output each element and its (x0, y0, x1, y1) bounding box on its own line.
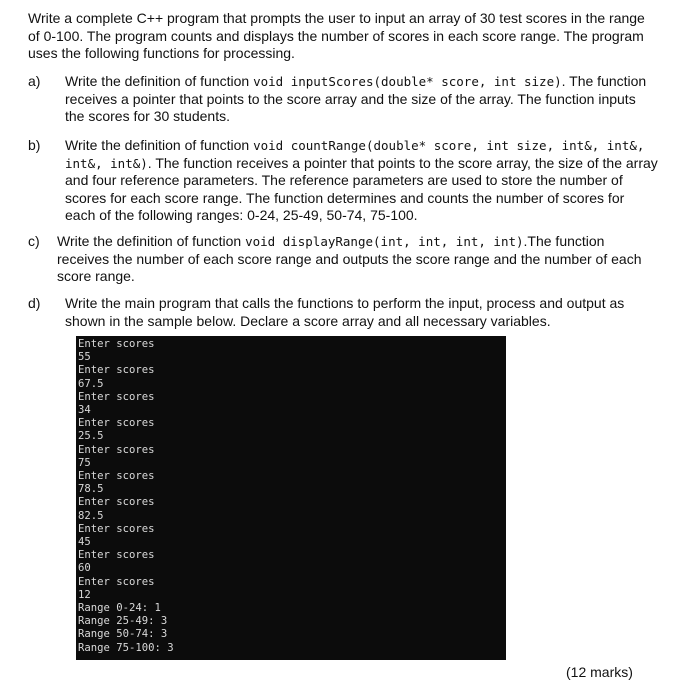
intro-paragraph: Write a complete C++ program that prompts the user to input an array of 30 test scores in the range of 0-100. The program counts and displays the number of scores in each score range. The program uses the following functions for processing. (28, 10, 645, 61)
console-line: Enter scores (78, 470, 155, 483)
item-letter: d) (28, 295, 41, 311)
console-line: 82.5 (78, 509, 104, 522)
console-line: Enter scores (78, 575, 155, 588)
item-text-post: . The function receives a pointer that points to the score array, the size of the array and four reference parameters. The reference parameters are used to store the number of scores for each score range. The function determines and counts the number of scores for each of the following ranges: 0-24, 25-49, 50-74, 75-100. (65, 154, 658, 223)
marks-label: (12 marks) (566, 664, 633, 680)
item-text-pre: Write the definition of function (65, 73, 254, 89)
console-line: Enter scores (78, 443, 155, 456)
question-item-c (28, 233, 658, 286)
item-text-pre: Write the main program that calls the functions to perform the input, process and output as shown in the sample below. Declare a score array and all necessary variables. (65, 295, 625, 329)
item-text-post: .The function receives the number of each score range and outputs the score range and the number of each score range. (57, 233, 642, 284)
item-text-pre: Write the definition of function (65, 137, 254, 153)
item-text-post: . The function receives a pointer that points to the score array and the size of the array. The function inputs the scores for 30 students. (65, 73, 647, 124)
console-line: 67.5 (78, 377, 104, 390)
item-text (65, 137, 658, 225)
function-signature: void countRange(double* score, int size, int&, int&, int&, int&) (65, 138, 645, 171)
item-text (65, 295, 658, 330)
item-text (65, 73, 658, 126)
console-output-screenshot (76, 336, 506, 660)
item-text-pre: Write the definition of function (57, 233, 246, 249)
question-item-b (28, 137, 658, 225)
console-line: Enter scores (78, 549, 155, 562)
console-line: 60 (78, 562, 91, 575)
console-line: Enter scores (78, 364, 155, 377)
console-line: Enter scores (78, 390, 155, 403)
item-letter: b) (28, 137, 41, 153)
item-letter: a) (28, 73, 41, 89)
item-text (57, 233, 658, 286)
function-signature: void inputScores(double* score, int size) (253, 74, 562, 89)
console-line: 78.5 (78, 483, 104, 496)
question-item-a (28, 73, 658, 126)
item-letter: c) (28, 233, 40, 249)
console-line: 45 (78, 536, 91, 549)
console-line: Enter scores (78, 417, 155, 430)
console-line: Range 25-49: 3 (78, 615, 168, 628)
function-signature: void displayRange(int, int, int, int) (245, 234, 524, 249)
console-line: Range 50-74: 3 (78, 628, 168, 641)
console-line: 25.5 (78, 430, 104, 443)
console-line: 34 (78, 404, 91, 417)
console-line: 75 (78, 456, 91, 469)
console-line: Enter scores (78, 496, 155, 509)
console-line: 55 (78, 351, 91, 364)
console-line: Enter scores (78, 338, 155, 350)
question-item-d (28, 295, 658, 330)
console-line: Range 0-24: 1 (78, 602, 161, 615)
console-line: 12 (78, 588, 91, 601)
console-line: Enter scores (78, 522, 155, 535)
console-line: Range 75-100: 3 (78, 641, 174, 654)
